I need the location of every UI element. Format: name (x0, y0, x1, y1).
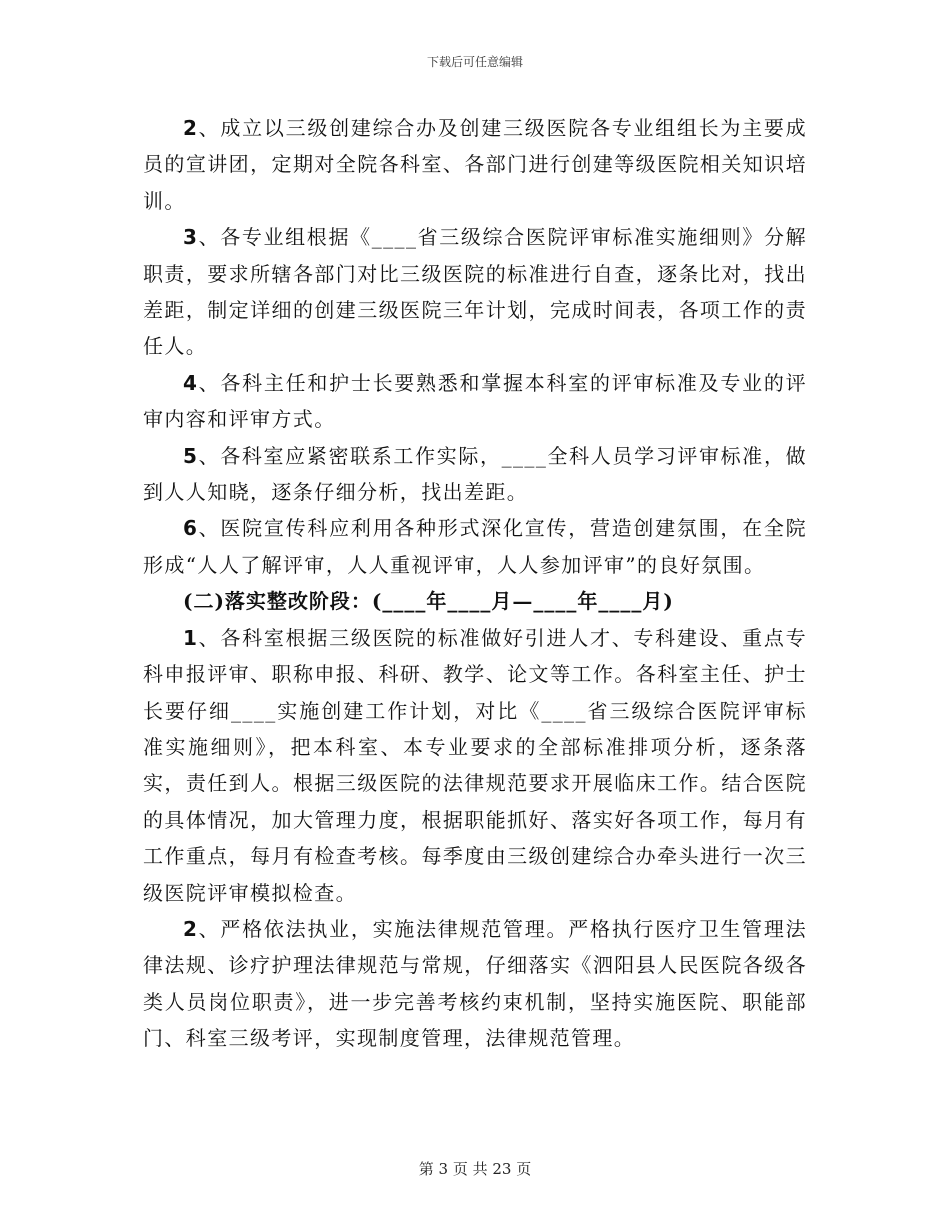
paragraph-text: 、各科主任和护士长要熟悉和掌握本科室的评审标准及专业的评审内容和评审方式。 (143, 370, 807, 432)
paragraph-item-b2 (143, 911, 807, 1057)
item-number: 5 (183, 443, 199, 468)
page-footer: 第 3 页 共 23 页 (418, 1160, 532, 1178)
paragraph-text: 、医院宣传科应利用各种形式深化宣传，营造创建氛围，在全院形成“人人了解评审，人人重视评审，人人参加评审”的良好氛围。 (143, 516, 807, 577)
paragraph-item-2 (143, 110, 807, 219)
item-number: 6 (183, 516, 199, 541)
paragraph-item-5 (143, 438, 807, 511)
paragraph-text: 、各科室应紧密联系工作实际，____全科人员学习评审标准，做到人人知晓，逐条仔细分析，找出差距。 (143, 443, 807, 505)
paragraph-item-b1 (143, 620, 807, 911)
paragraph-item-4 (143, 365, 807, 438)
paragraph-text: 、成立以三级创建综合办及创建三级医院各专业组组长为主要成员的宣讲团，定期对全院各科室、各部门进行创建等级医院相关知识培训。 (143, 116, 807, 213)
item-number: 3 (183, 225, 199, 250)
paragraph-item-6 (143, 510, 807, 583)
paragraph-text: 、各专业组根据《____省三级综合医院评审标准实施细则》分解职责，要求所辖各部门对比三级医院的标准进行自查，逐条比对，找出差距，制定详细的创建三级医院三年计划，完成时间表，各项工作的责任人。 (143, 225, 807, 359)
item-number: 2 (183, 916, 199, 941)
document-body (143, 110, 807, 1057)
section-heading: (二)落实整改阶段：(____年____月—____年____月) (183, 589, 674, 614)
paragraph-text: 、严格依法执业，实施法律规范管理。严格执行医疗卫生管理法律法规、诊疗护理法律规范与常规，仔细落实《泗阳县人民医院各级各类人员岗位职责》，进一步完善考核约束机制，坚持实施医院、职能部门、科室三级考评，实现制度管理，法律规范管理。 (143, 916, 807, 1051)
item-number: 1 (183, 625, 199, 650)
paragraph-text: 、各科室根据三级医院的标准做好引进人才、专科建设、重点专科申报评审、职称申报、科研、教学、论文等工作。各科室主任、护士长要仔细____实施创建工作计划，对比《____省三级综合医院评审标准实施细则》，把本科室、本专业要求的全部标准排项分析，逐条落实，责任到人。根据三级医院的法律规范要求开展临床工作。结合医院的具体情况，加大管理力度，根据职能抓好、落实好各项工作，每月有工作重点，每月有检查考核。每季度由三级创建综合办牵头进行一次三级医院评审模拟检查。 (143, 625, 807, 905)
paragraph-item-3 (143, 219, 807, 365)
item-number: 2 (183, 116, 199, 140)
item-number: 4 (183, 370, 199, 395)
page-header: 下载后可任意编辑 (426, 55, 523, 69)
